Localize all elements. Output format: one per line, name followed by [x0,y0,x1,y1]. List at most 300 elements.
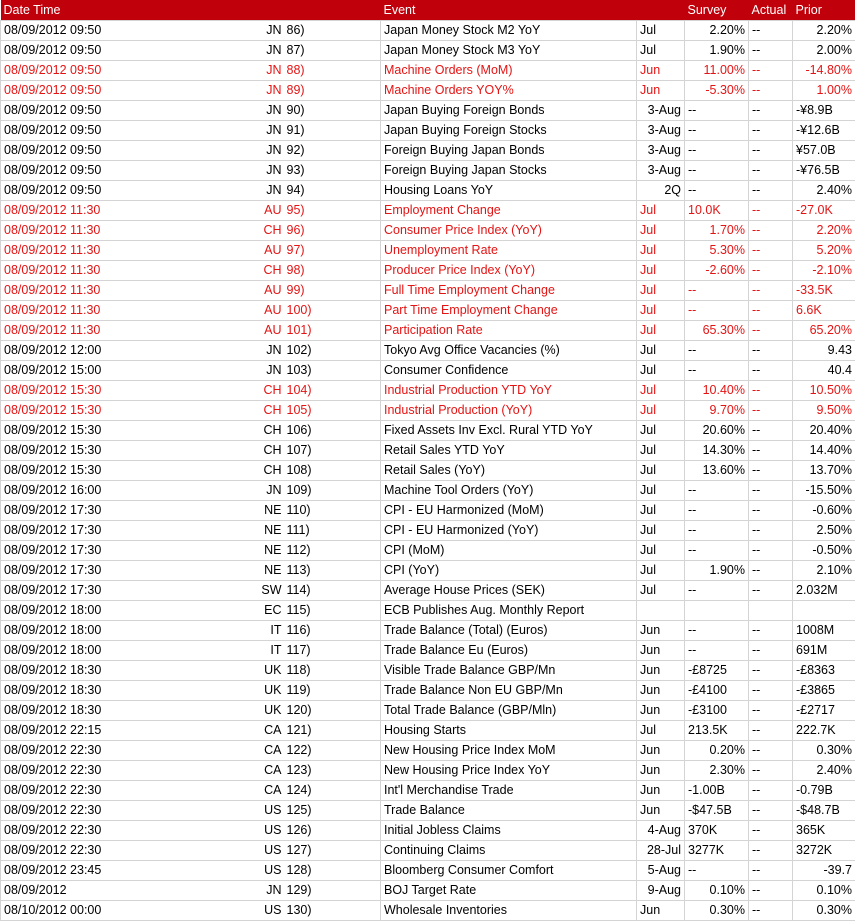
event-cell: Tokyo Avg Office Vacancies (%) [381,340,637,360]
row-number-cell: 115) [283,600,381,620]
row-number-cell: 109) [283,480,381,500]
survey-cell: -- [685,540,749,560]
country-cell: AU [257,280,283,300]
date-cell: 08/09/2012 18:30 [1,680,257,700]
prior-cell: 0.30% [793,900,855,920]
header-period [637,0,685,20]
actual-cell: -- [749,280,793,300]
row-number-cell: 98) [283,260,381,280]
row-number-cell: 95) [283,200,381,220]
prior-cell: 5.20% [793,240,855,260]
date-cell: 08/09/2012 22:15 [1,720,257,740]
prior-cell: -$48.7B [793,800,855,820]
period-cell: Jul [637,20,685,40]
survey-cell: 1.70% [685,220,749,240]
country-cell: NE [257,540,283,560]
period-cell: Jul [637,300,685,320]
period-cell: Jul [637,40,685,60]
period-cell: Jun [637,60,685,80]
prior-cell: -£3865 [793,680,855,700]
country-cell: JN [257,880,283,900]
country-cell: CA [257,780,283,800]
prior-cell: -2.10% [793,260,855,280]
survey-cell: -- [685,860,749,880]
table-row [1,700,855,720]
country-cell: JN [257,100,283,120]
survey-cell: 20.60% [685,420,749,440]
actual-cell: -- [749,80,793,100]
row-number-cell: 101) [283,320,381,340]
actual-cell: -- [749,340,793,360]
prior-cell: -33.5K [793,280,855,300]
date-cell: 08/09/2012 22:30 [1,840,257,860]
country-cell: JN [257,80,283,100]
event-cell: BOJ Target Rate [381,880,637,900]
actual-cell: -- [749,220,793,240]
country-cell: CA [257,760,283,780]
prior-cell: -14.80% [793,60,855,80]
period-cell: Jun [637,640,685,660]
event-cell: Trade Balance Eu (Euros) [381,640,637,660]
event-cell: Machine Tool Orders (YoY) [381,480,637,500]
date-cell: 08/09/2012 15:30 [1,420,257,440]
country-cell: JN [257,340,283,360]
date-cell: 08/09/2012 11:30 [1,240,257,260]
table-row [1,140,855,160]
prior-cell: 65.20% [793,320,855,340]
table-row [1,540,855,560]
country-cell: IT [257,620,283,640]
header-prior: Prior [793,0,855,20]
table-row [1,100,855,120]
period-cell: Jul [637,380,685,400]
header-number [283,0,381,20]
row-number-cell: 91) [283,120,381,140]
survey-cell: -- [685,180,749,200]
prior-cell: 1.00% [793,80,855,100]
event-cell: Retail Sales YTD YoY [381,440,637,460]
row-number-cell: 94) [283,180,381,200]
table-row [1,900,855,920]
date-cell: 08/09/2012 17:30 [1,520,257,540]
row-number-cell: 124) [283,780,381,800]
survey-cell: -- [685,160,749,180]
survey-cell: -- [685,140,749,160]
country-cell: EC [257,600,283,620]
prior-cell: -0.50% [793,540,855,560]
table-row [1,720,855,740]
event-cell: CPI - EU Harmonized (YoY) [381,520,637,540]
period-cell: Jul [637,440,685,460]
table-row [1,620,855,640]
event-cell: Total Trade Balance (GBP/Mln) [381,700,637,720]
actual-cell: -- [749,380,793,400]
country-cell: AU [257,200,283,220]
date-cell: 08/09/2012 [1,880,257,900]
prior-cell: 10.50% [793,380,855,400]
period-cell: Jul [637,420,685,440]
table-row [1,180,855,200]
period-cell: 5-Aug [637,860,685,880]
event-cell: Average House Prices (SEK) [381,580,637,600]
survey-cell: 11.00% [685,60,749,80]
survey-cell: -- [685,640,749,660]
row-number-cell: 126) [283,820,381,840]
date-cell: 08/09/2012 11:30 [1,320,257,340]
event-cell: Consumer Price Index (YoY) [381,220,637,240]
actual-cell: -- [749,120,793,140]
table-row [1,660,855,680]
header-country [257,0,283,20]
actual-cell: -- [749,360,793,380]
event-cell: Producer Price Index (YoY) [381,260,637,280]
actual-cell: -- [749,140,793,160]
period-cell: Jun [637,680,685,700]
prior-cell: 2.40% [793,180,855,200]
actual-cell: -- [749,680,793,700]
row-number-cell: 100) [283,300,381,320]
event-cell: Industrial Production YTD YoY [381,380,637,400]
date-cell: 08/09/2012 18:30 [1,660,257,680]
survey-cell: 213.5K [685,720,749,740]
country-cell: JN [257,480,283,500]
country-cell: US [257,800,283,820]
actual-cell: -- [749,500,793,520]
country-cell: CH [257,260,283,280]
actual-cell: -- [749,740,793,760]
actual-cell: -- [749,800,793,820]
country-cell: SW [257,580,283,600]
date-cell: 08/09/2012 09:50 [1,120,257,140]
event-cell: Part Time Employment Change [381,300,637,320]
prior-cell: 0.10% [793,880,855,900]
table-row [1,380,855,400]
country-cell: CH [257,400,283,420]
period-cell: Jun [637,800,685,820]
survey-cell: -- [685,120,749,140]
table-row [1,280,855,300]
row-number-cell: 110) [283,500,381,520]
country-cell: US [257,840,283,860]
row-number-cell: 125) [283,800,381,820]
actual-cell: -- [749,720,793,740]
country-cell: CH [257,420,283,440]
table-row [1,60,855,80]
date-cell: 08/09/2012 17:30 [1,580,257,600]
survey-cell: -- [685,280,749,300]
survey-cell: 13.60% [685,460,749,480]
actual-cell: -- [749,200,793,220]
period-cell: Jul [637,400,685,420]
country-cell: CH [257,460,283,480]
survey-cell: -- [685,520,749,540]
survey-cell: -- [685,360,749,380]
prior-cell: 691M [793,640,855,660]
survey-cell: 3277K [685,840,749,860]
row-number-cell: 116) [283,620,381,640]
actual-cell: -- [749,300,793,320]
date-cell: 08/09/2012 11:30 [1,300,257,320]
period-cell: 9-Aug [637,880,685,900]
event-cell: Trade Balance Non EU GBP/Mn [381,680,637,700]
event-cell: New Housing Price Index YoY [381,760,637,780]
period-cell: Jul [637,720,685,740]
date-cell: 08/09/2012 09:50 [1,160,257,180]
period-cell: Jun [637,740,685,760]
prior-cell: 2.00% [793,40,855,60]
table-row [1,200,855,220]
prior-cell: 14.40% [793,440,855,460]
period-cell: Jul [637,340,685,360]
country-cell: UK [257,660,283,680]
row-number-cell: 105) [283,400,381,420]
survey-cell: -£3100 [685,700,749,720]
period-cell: 2Q [637,180,685,200]
date-cell: 08/09/2012 09:50 [1,20,257,40]
actual-cell: -- [749,460,793,480]
country-cell: AU [257,320,283,340]
survey-cell: 2.20% [685,20,749,40]
country-cell: NE [257,500,283,520]
country-cell: JN [257,20,283,40]
prior-cell: ¥57.0B [793,140,855,160]
survey-cell: -1.00B [685,780,749,800]
prior-cell: -15.50% [793,480,855,500]
table-row [1,460,855,480]
actual-cell: -- [749,880,793,900]
period-cell: Jun [637,700,685,720]
prior-cell: -39.7 [793,860,855,880]
table-row [1,520,855,540]
actual-cell: -- [749,240,793,260]
actual-cell: -- [749,760,793,780]
period-cell: Jul [637,540,685,560]
date-cell: 08/09/2012 18:00 [1,620,257,640]
country-cell: UK [257,700,283,720]
row-number-cell: 92) [283,140,381,160]
prior-cell: -¥12.6B [793,120,855,140]
date-cell: 08/09/2012 22:30 [1,800,257,820]
survey-cell: 1.90% [685,40,749,60]
country-cell: AU [257,300,283,320]
event-cell: Trade Balance [381,800,637,820]
date-cell: 08/09/2012 23:45 [1,860,257,880]
actual-cell: -- [749,400,793,420]
prior-cell: 1008M [793,620,855,640]
actual-cell: -- [749,540,793,560]
table-row [1,400,855,420]
row-number-cell: 97) [283,240,381,260]
row-number-cell: 90) [283,100,381,120]
country-cell: NE [257,520,283,540]
survey-cell: -- [685,580,749,600]
country-cell: CA [257,740,283,760]
prior-cell: -0.79B [793,780,855,800]
period-cell: 3-Aug [637,160,685,180]
row-number-cell: 113) [283,560,381,580]
survey-cell: -£4100 [685,680,749,700]
event-cell: New Housing Price Index MoM [381,740,637,760]
event-cell: Industrial Production (YoY) [381,400,637,420]
period-cell: Jul [637,260,685,280]
prior-cell [793,600,855,620]
date-cell: 08/09/2012 09:50 [1,60,257,80]
period-cell: 4-Aug [637,820,685,840]
date-cell: 08/09/2012 15:30 [1,380,257,400]
country-cell: JN [257,140,283,160]
country-cell: US [257,860,283,880]
table-row [1,840,855,860]
prior-cell: 2.50% [793,520,855,540]
period-cell: Jun [637,780,685,800]
row-number-cell: 108) [283,460,381,480]
country-cell: IT [257,640,283,660]
row-number-cell: 130) [283,900,381,920]
prior-cell: -27.0K [793,200,855,220]
date-cell: 08/09/2012 15:30 [1,440,257,460]
survey-cell: -- [685,300,749,320]
prior-cell: 40.4 [793,360,855,380]
table-row [1,40,855,60]
row-number-cell: 107) [283,440,381,460]
header-actual: Actual [749,0,793,20]
table-row [1,20,855,40]
row-number-cell: 99) [283,280,381,300]
date-cell: 08/09/2012 22:30 [1,740,257,760]
header-row [1,0,855,20]
event-cell: Participation Rate [381,320,637,340]
survey-cell: -5.30% [685,80,749,100]
row-number-cell: 102) [283,340,381,360]
survey-cell: -- [685,620,749,640]
event-cell: Housing Starts [381,720,637,740]
event-cell: Wholesale Inventories [381,900,637,920]
event-cell: Japan Buying Foreign Bonds [381,100,637,120]
event-cell: Foreign Buying Japan Stocks [381,160,637,180]
row-number-cell: 112) [283,540,381,560]
date-cell: 08/09/2012 09:50 [1,80,257,100]
date-cell: 08/09/2012 09:50 [1,180,257,200]
prior-cell: 365K [793,820,855,840]
table-row [1,420,855,440]
event-cell: Int'l Merchandise Trade [381,780,637,800]
date-cell: 08/09/2012 22:30 [1,760,257,780]
date-cell: 08/09/2012 11:30 [1,260,257,280]
table-row [1,80,855,100]
date-cell: 08/09/2012 09:50 [1,40,257,60]
survey-cell: -- [685,340,749,360]
survey-cell: 14.30% [685,440,749,460]
event-cell: Trade Balance (Total) (Euros) [381,620,637,640]
survey-cell: 370K [685,820,749,840]
row-number-cell: 86) [283,20,381,40]
period-cell: Jul [637,320,685,340]
period-cell: Jul [637,560,685,580]
country-cell: US [257,900,283,920]
actual-cell: -- [749,900,793,920]
period-cell: Jul [637,520,685,540]
prior-cell: -£8363 [793,660,855,680]
date-cell: 08/09/2012 12:00 [1,340,257,360]
date-cell: 08/09/2012 18:30 [1,700,257,720]
period-cell: Jul [637,240,685,260]
event-cell: CPI - EU Harmonized (MoM) [381,500,637,520]
period-cell: Jul [637,360,685,380]
survey-cell: 5.30% [685,240,749,260]
survey-cell: -- [685,500,749,520]
survey-cell: 0.20% [685,740,749,760]
survey-cell: 0.10% [685,880,749,900]
date-cell: 08/09/2012 11:30 [1,220,257,240]
period-cell: Jul [637,580,685,600]
actual-cell [749,600,793,620]
row-number-cell: 88) [283,60,381,80]
prior-cell: 9.50% [793,400,855,420]
actual-cell: -- [749,420,793,440]
actual-cell: -- [749,320,793,340]
row-number-cell: 111) [283,520,381,540]
actual-cell: -- [749,840,793,860]
table-row [1,560,855,580]
period-cell: 3-Aug [637,140,685,160]
date-cell: 08/09/2012 09:50 [1,140,257,160]
country-cell: JN [257,60,283,80]
event-cell: Visible Trade Balance GBP/Mn [381,660,637,680]
table-row [1,340,855,360]
event-cell: Consumer Confidence [381,360,637,380]
survey-cell: 10.0K [685,200,749,220]
country-cell: UK [257,680,283,700]
date-cell: 08/09/2012 17:30 [1,540,257,560]
prior-cell: 2.40% [793,760,855,780]
date-cell: 08/09/2012 15:30 [1,460,257,480]
actual-cell: -- [749,780,793,800]
table-row [1,800,855,820]
table-row [1,160,855,180]
table-row [1,640,855,660]
date-cell: 08/09/2012 22:30 [1,780,257,800]
country-cell: CH [257,440,283,460]
actual-cell: -- [749,860,793,880]
prior-cell: -¥8.9B [793,100,855,120]
period-cell: 3-Aug [637,100,685,120]
prior-cell: 2.20% [793,20,855,40]
date-cell: 08/09/2012 15:00 [1,360,257,380]
period-cell: 28-Jul [637,840,685,860]
date-cell: 08/09/2012 16:00 [1,480,257,500]
table-row [1,580,855,600]
period-cell: Jul [637,480,685,500]
period-cell: Jul [637,460,685,480]
table-row [1,820,855,840]
row-number-cell: 104) [283,380,381,400]
row-number-cell: 119) [283,680,381,700]
actual-cell: -- [749,100,793,120]
event-cell: Japan Money Stock M2 YoY [381,20,637,40]
prior-cell: 2.20% [793,220,855,240]
table-row [1,480,855,500]
date-cell: 08/09/2012 22:30 [1,820,257,840]
date-cell: 08/09/2012 17:30 [1,560,257,580]
event-cell: Bloomberg Consumer Comfort [381,860,637,880]
survey-cell: -$47.5B [685,800,749,820]
actual-cell: -- [749,440,793,460]
actual-cell: -- [749,700,793,720]
prior-cell: 9.43 [793,340,855,360]
event-cell: Housing Loans YoY [381,180,637,200]
actual-cell: -- [749,660,793,680]
table-row [1,360,855,380]
